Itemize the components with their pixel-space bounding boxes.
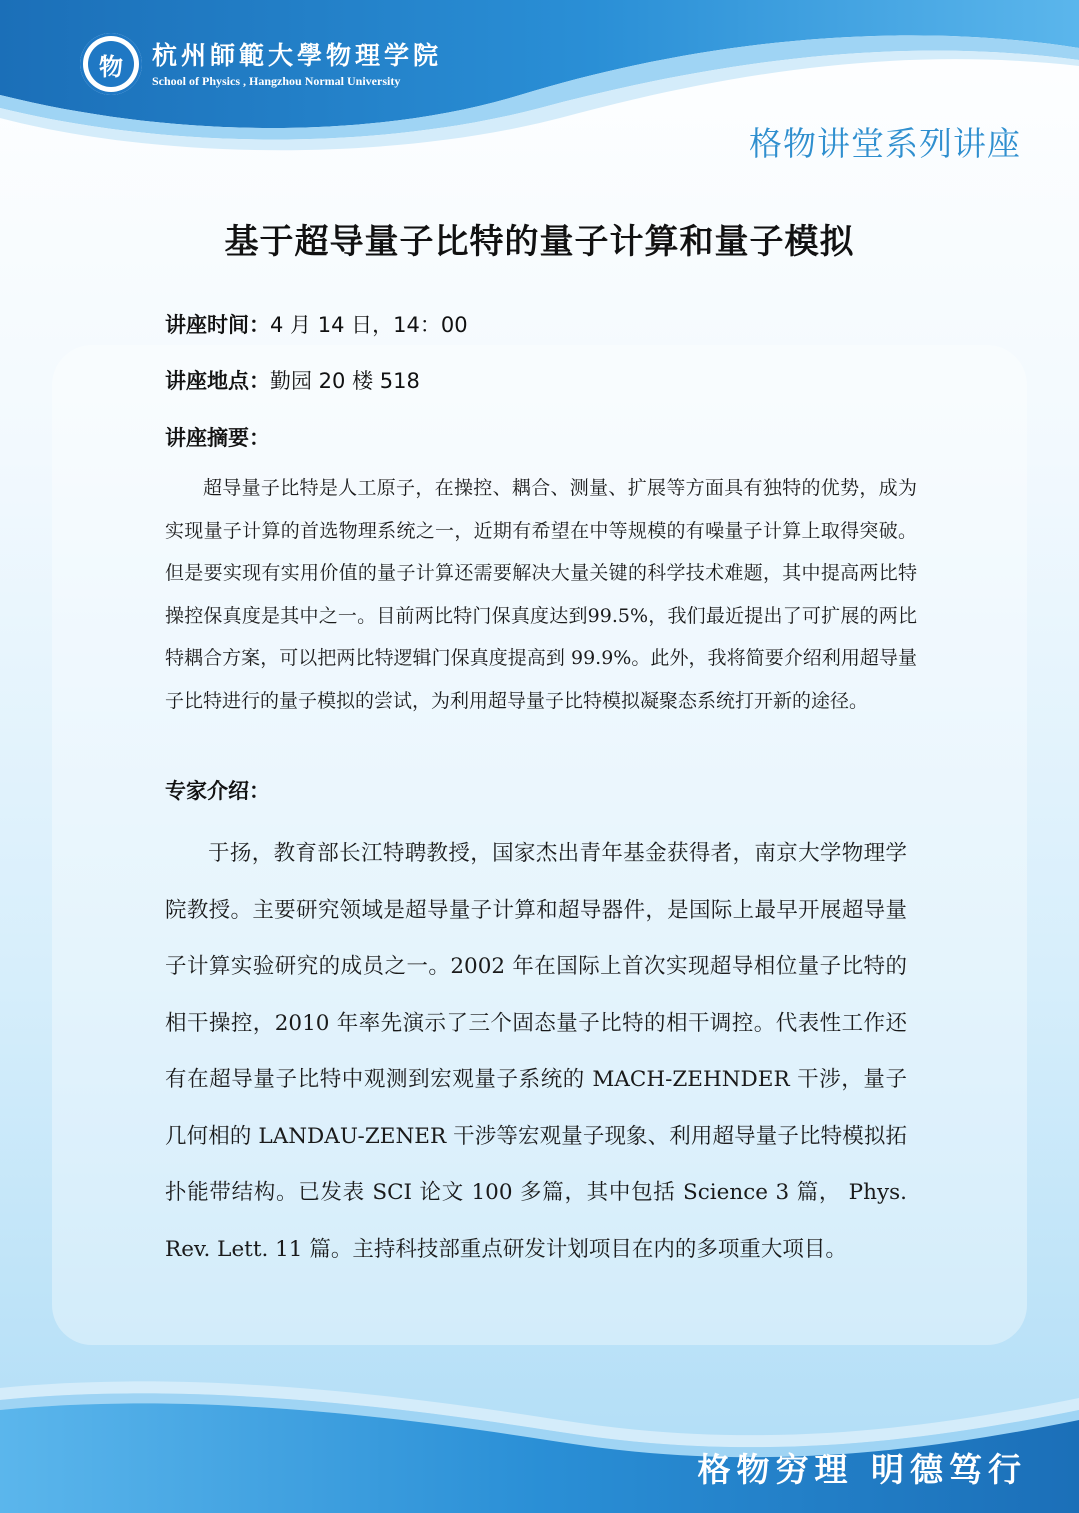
lecture-time-label: 讲座时间： xyxy=(165,313,270,337)
lecture-location-value: 勤园 20 楼 518 xyxy=(270,369,420,393)
footer-banner xyxy=(0,1368,1079,1513)
footer-motto: 格物穷理 明德笃行 xyxy=(697,1450,1027,1489)
school-name-cn: 杭州師範大學物理学院 xyxy=(152,41,443,70)
lecture-location xyxy=(165,365,420,395)
lecture-time-value: 4 月 14 日，14：00 xyxy=(270,313,468,337)
footer-wave-graphic xyxy=(0,1368,1079,1513)
lecture-location-label: 讲座地点： xyxy=(165,369,270,393)
expert-heading: 专家介绍： xyxy=(165,779,270,803)
expert-bio-text: 于扬，教育部长江特聘教授，国家杰出青年基金获得者，南京大学物理学院教授。主要研究领域是超导量子计算和超导器件，是国际上最早开展超导量子计算实验研究的成员之一。2002 年在国际上首次实现超导相位量子比特的相干操控，2010 年率先演示了三个固态量子比特的相干调控。代表性工作还有在超导量子比特中观测到宏观量子系统的 MACH-ZEHNDER 干涉，量子几何相的 LANDAU-ZENER 干涉等宏观量子现象、利用超导量子比特模拟拓扑能带结构。已发表 SCI 论文 100 多篇，其中包括 Science 3 篇， Phys. Rev. Lett. 11 篇。主持科技部重点研发计划项目在内的多项重大项目。 xyxy=(165,841,907,1262)
series-title: 格物讲堂系列讲座 xyxy=(749,124,1021,163)
logo-emblem: 物 xyxy=(88,41,134,87)
lecture-title: 基于超导量子比特的量子计算和量子模拟 xyxy=(224,222,855,262)
university-logo xyxy=(80,33,142,95)
abstract-heading: 讲座摘要： xyxy=(165,426,270,450)
header-banner xyxy=(0,0,1079,175)
abstract-text: 超导量子比特是人工原子，在操控、耦合、测量、扩展等方面具有独特的优势，成为实现量子计算的首选物理系统之一，近期有希望在中等规模的有噪量子计算上取得突破。但是要实现有实用价值的量子计算还需要解决大量关键的科学技术难题，其中提高两比特操控保真度是其中之一。目前两比特门保真度达到99.5%，我们最近提出了可扩展的两比特耦合方案，可以把两比特逻辑门保真度提高到 99.9%。此外，我将简要介绍利用超导量子比特进行的量子模拟的尝试，为利用超导量子比特模拟凝聚态系统打开新的途径。 xyxy=(165,477,917,712)
school-name-en: School of Physics , Hangzhou Normal University xyxy=(152,74,401,88)
lecture-time xyxy=(165,309,468,339)
